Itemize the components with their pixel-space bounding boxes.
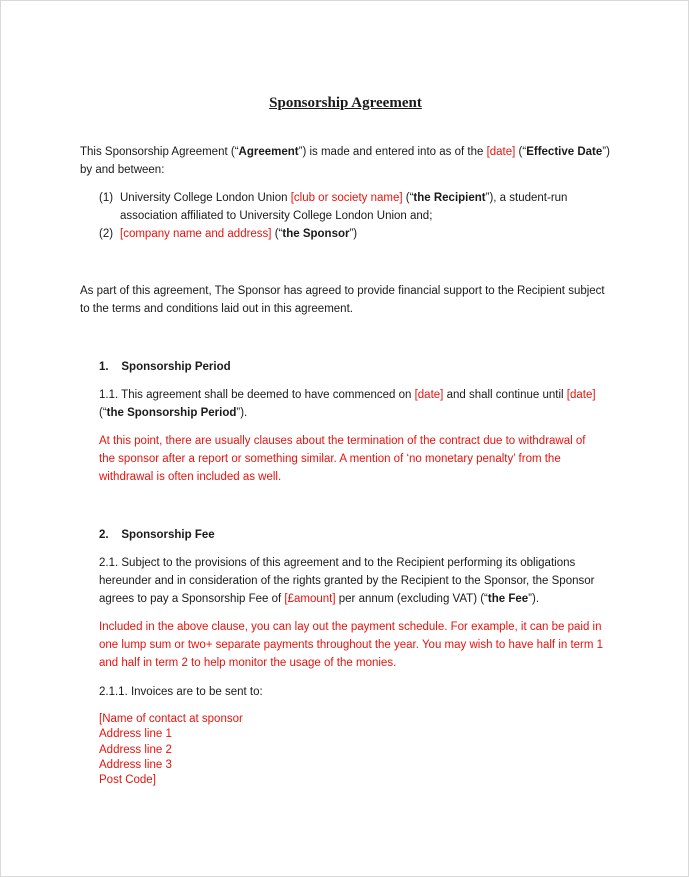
address-line: Address line 3: [99, 758, 172, 771]
party-text: ”): [349, 228, 358, 240]
document-title: Sponsorship Agreement: [269, 95, 422, 111]
note-line: the sponsor after a report or something similar. A mention of ‘no monetary penalty’ from the: [99, 453, 561, 465]
clause-text: ”).: [528, 593, 540, 605]
intro-text: ”) is made and entered into as of the: [298, 146, 487, 158]
address-line: [Name of contact at sponsor: [99, 713, 243, 725]
term-sponsor: the Sponsor: [282, 228, 350, 240]
clause-text: hereunder and in consideration of the rights granted by the Recipient to the Sponsor, the Sponsor: [99, 575, 595, 587]
term-sponsorship-period: the Sponsorship Period: [106, 407, 237, 419]
note-line: Included in the above clause, you can lay out the payment schedule. For example, it can be paid in: [99, 621, 602, 633]
clause-2-1: [99, 554, 619, 608]
party-text: association affiliated to University College London Union and;: [120, 210, 433, 222]
note-line: one lump sum or two+ separate payments throughout the year. You may wish to have half in term 1: [99, 639, 604, 651]
note-line: At this point, there are usually clauses about the termination of the contract due to withdrawal of: [99, 435, 586, 447]
clause-text: per annum (excluding VAT) (“: [335, 593, 488, 605]
purpose-paragraph: [80, 282, 620, 318]
term-recipient: the Recipient: [413, 192, 486, 204]
term-fee: the Fee: [487, 593, 529, 605]
intro-text: (“: [515, 146, 527, 158]
purpose-line: to the terms and conditions laid out in this agreement.: [80, 303, 353, 315]
clause-text: (“: [99, 407, 107, 419]
purpose-line: As part of this agreement, The Sponsor has agreed to provide financial support to the Recipient subject: [80, 285, 605, 297]
placeholder-date: [date]: [414, 389, 444, 401]
term-effective-date: Effective Date: [526, 146, 603, 158]
party-number: (1): [99, 192, 114, 204]
party-number: (2): [99, 228, 114, 240]
invoice-address-block: [99, 712, 243, 788]
clause-text: 2.1.1. Invoices are to be sent to:: [99, 686, 263, 698]
party-text: (“: [271, 228, 283, 240]
intro-text: This Sponsorship Agreement (“: [80, 146, 239, 158]
term-agreement: Agreement: [238, 146, 299, 158]
placeholder-amount: [£amount]: [284, 593, 336, 605]
clause-text: agrees to pay a Sponsorship Fee of: [99, 593, 285, 605]
party-text: ”), a student-run: [485, 192, 568, 204]
clause-text: 2.1. Subject to the provisions of this agreement and to the Recipient performing its obligations: [99, 557, 576, 569]
clause-1-1: [99, 386, 619, 422]
clause-2-1-1: [99, 683, 619, 701]
placeholder-date: [date]: [486, 146, 516, 158]
section-heading: 1. Sponsorship Period: [99, 361, 231, 373]
party-text: University College London Union: [120, 192, 291, 204]
note-line: and half in term 2 to help monitor the usage of the monies.: [99, 657, 397, 669]
guidance-note: [99, 432, 619, 486]
address-line: Address line 1: [99, 728, 172, 741]
address-line: Address line 2: [99, 743, 172, 756]
section-heading: 2. Sponsorship Fee: [99, 529, 215, 541]
intro-text: by and between:: [80, 164, 165, 176]
placeholder-date: [date]: [566, 389, 596, 401]
guidance-note: [99, 618, 619, 672]
address-line: Post Code]: [99, 774, 156, 787]
party-text: (“: [402, 192, 414, 204]
clause-text: and shall continue until: [443, 389, 567, 401]
note-line: withdrawal is often included as well.: [99, 471, 282, 483]
clause-text: 1.1. This agreement shall be deemed to have commenced on: [99, 389, 415, 401]
party-item: [120, 225, 620, 243]
party-item: [120, 189, 620, 225]
intro-paragraph: [80, 143, 620, 179]
intro-text: ”): [602, 146, 610, 158]
placeholder-company: [company name and address]: [120, 228, 272, 240]
placeholder-club: [club or society name]: [290, 192, 403, 204]
clause-text: ”).: [236, 407, 248, 419]
